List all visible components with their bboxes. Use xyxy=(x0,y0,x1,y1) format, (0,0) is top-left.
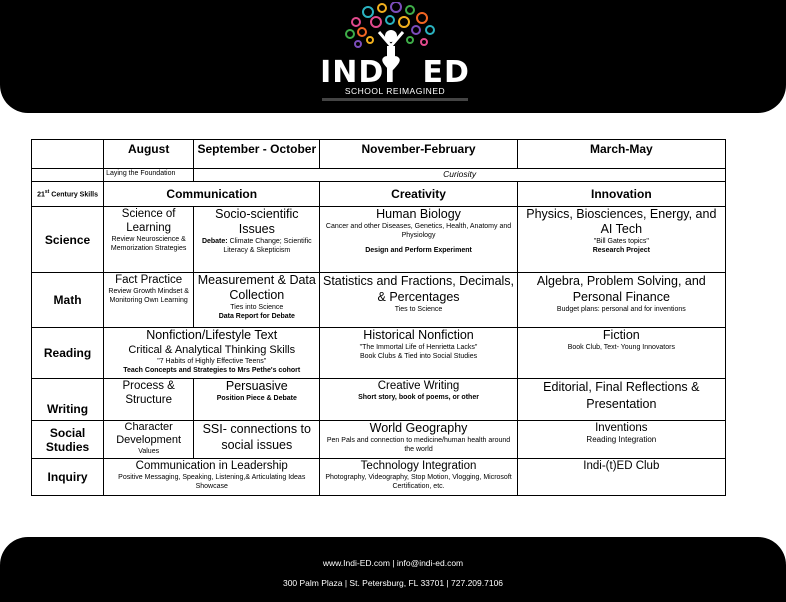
month-august: August xyxy=(104,140,194,169)
blank-phase-cell xyxy=(32,169,104,182)
phase-august: Laying the Foundation xyxy=(104,169,194,182)
inquiry-nov-feb: Technology Integration Photography, Videography, Stop Motion, Vlogging, Microsoft Certification, etc. xyxy=(320,459,517,496)
indi-ed-logo xyxy=(310,2,470,110)
row-inquiry xyxy=(32,459,726,496)
logo-wordmark: INDI ED xyxy=(320,55,470,90)
reading-mar-may: Fiction Book Club, Text- Young Innovators xyxy=(517,328,725,379)
math-august: Fact Practice Review Growth Mindset & Monitoring Own Learning xyxy=(104,273,194,328)
theme-creativity: Creativity xyxy=(320,182,517,207)
science-nov-feb: Human Biology Cancer and other Diseases, Genetics, Health, Anatomy and Physiology Design and Perform Experiment xyxy=(320,207,517,273)
subject-writing: Writing xyxy=(32,379,104,421)
theme-row xyxy=(32,182,726,207)
inquiry-mar-may: Indi-(t)ED Club xyxy=(517,459,725,496)
social-mar-may: Inventions Reading Integration xyxy=(517,421,725,459)
logo-tagline: SCHOOL REIMAGINED xyxy=(344,86,446,96)
subject-social-studies: Social Studies xyxy=(32,421,104,459)
row-science xyxy=(32,207,726,273)
footer-banner xyxy=(0,537,786,602)
phase-row xyxy=(32,169,726,182)
writing-mar-may: Editorial, Final Reflections & Presentation xyxy=(517,379,725,421)
curriculum-table xyxy=(31,139,726,496)
month-nov-feb: November-February xyxy=(320,140,517,169)
month-header-row xyxy=(32,140,726,169)
row-math xyxy=(32,273,726,328)
footer-contact-line[interactable]: www.Indi-ED.com | info@indi-ed.com xyxy=(322,558,464,568)
writing-nov-feb: Creative Writing Short story, book of poems, or other xyxy=(320,379,517,421)
reading-nov-feb: Historical Nonfiction "The Immortal Life of Henrietta Lacks" Book Clubs & Tied into Social Studies xyxy=(320,328,517,379)
math-nov-feb: Statistics and Fractions, Decimals, & Percentages Ties to Science xyxy=(320,273,517,328)
math-sep-oct: Measurement & Data Collection Ties into Science Data Report for Debate xyxy=(194,273,320,328)
theme-communication: Communication xyxy=(104,182,320,207)
science-august: Science of Learning Review Neuroscience & Memorization Strategies xyxy=(104,207,194,273)
writing-sep-oct: Persuasive Position Piece & Debate xyxy=(194,379,320,421)
row-social-studies xyxy=(32,421,726,459)
science-sep-oct: Socio-scientific Issues Debate: Climate Change; Scientific Literacy & Skepticism xyxy=(194,207,320,273)
row-writing xyxy=(32,379,726,421)
subject-math: Math xyxy=(32,273,104,328)
subject-science: Science xyxy=(32,207,104,273)
social-sep-oct: SSI- connections to social issues xyxy=(194,421,320,459)
logo-underline xyxy=(322,98,468,101)
writing-august: Process & Structure xyxy=(104,379,194,421)
row-reading xyxy=(32,328,726,379)
theme-innovation: Innovation xyxy=(517,182,725,207)
inquiry-communication: Communication in Leadership Positive Messaging, Speaking, Listening,& Articulating Ideas Showcase xyxy=(104,459,320,496)
blank-corner-cell xyxy=(32,140,104,169)
month-mar-may: March-May xyxy=(517,140,725,169)
science-mar-may: Physics, Biosciences, Energy, and AI Tech "Bill Gates topics" Research Project xyxy=(517,207,725,273)
subject-inquiry: Inquiry xyxy=(32,459,104,496)
social-nov-feb: World Geography Pen Pals and connection to medicine/human health around the world xyxy=(320,421,517,459)
subject-reading: Reading xyxy=(32,328,104,379)
social-august: Character Development Values xyxy=(104,421,194,459)
header-banner xyxy=(0,0,786,113)
century-skills-label: 21st Century Skills xyxy=(32,182,104,207)
math-mar-may: Algebra, Problem Solving, and Personal Finance Budget plans: personal and for inventions xyxy=(517,273,725,328)
month-sep-oct: September - October xyxy=(194,140,320,169)
footer-address-line: 300 Palm Plaza | St. Petersburg, FL 33701 | 727.209.7106 xyxy=(282,578,504,588)
phase-curiosity: Curiosity xyxy=(194,169,726,182)
reading-communication: Nonfiction/Lifestyle Text Critical & Analytical Thinking Skills "7 Habits of Highly Effective Teens" Teach Concepts and Strategies to Mrs Pethe's cohort xyxy=(104,328,320,379)
